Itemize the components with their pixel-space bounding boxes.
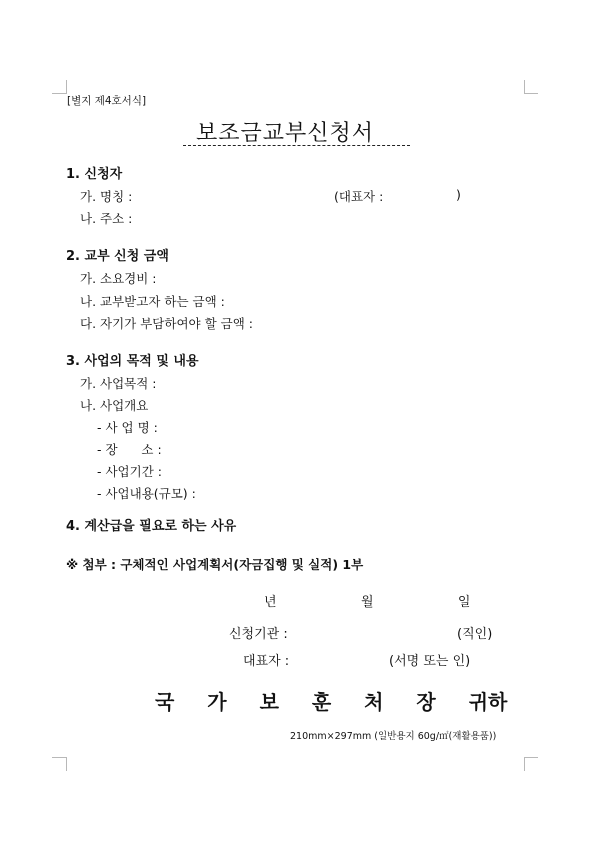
crop-mark-top-left-v: [66, 80, 67, 94]
page-title: 보조금교부신청서: [196, 121, 375, 146]
crop-mark-top-right-h: [524, 93, 538, 94]
project-name-label: - 사 업 명 :: [97, 420, 158, 435]
date-line: 년 월 일: [264, 595, 471, 610]
crop-mark-bottom-right-v: [524, 757, 525, 771]
crop-mark-bottom-left-v: [66, 757, 67, 771]
crop-mark-bottom-left-h: [52, 757, 66, 758]
project-period-label: - 사업기간 :: [97, 464, 162, 479]
section-heading-applicant: 1. 신청자: [66, 167, 123, 182]
project-overview-label: 나. 사업개요: [80, 398, 149, 413]
applicant-org-label: 신청기관 :: [229, 627, 288, 642]
requested-amount-label: 나. 교부받고자 하는 금액 :: [80, 294, 225, 309]
crop-mark-top-left-h: [52, 93, 66, 94]
crop-mark-top-right-v: [524, 80, 525, 94]
signature-or-seal-label: (서명 또는 인): [389, 654, 471, 669]
section-heading-project: 3. 사업의 목적 및 내용: [66, 354, 199, 369]
attachment-note: ※ 첨부 : 구체적인 사업계획서(자금집행 및 실적) 1부: [66, 557, 364, 572]
project-content-label: - 사업내용(규모) :: [97, 486, 196, 501]
section-heading-reason: 4. 계산급을 필요로 하는 사유: [66, 519, 237, 534]
official-seal-label: (직인): [457, 627, 493, 642]
required-cost-label: 가. 소요경비 :: [80, 271, 157, 286]
self-burden-amount-label: 다. 자기가 부담하여야 할 금액 :: [80, 316, 253, 331]
project-purpose-label: 가. 사업목적 :: [80, 376, 157, 391]
representative-sign-label: 대표자 :: [243, 654, 290, 669]
representative-close-paren: ): [456, 187, 461, 202]
form-number: [별지 제4호서식]: [67, 95, 147, 107]
section-heading-amount: 2. 교부 신청 금액: [66, 249, 169, 264]
project-location-label: - 장 소 :: [97, 442, 162, 457]
addressee: 국 가 보 훈 처 장 귀하: [155, 690, 508, 714]
title-underline: [183, 145, 410, 146]
applicant-name-label: 가. 명칭 :: [80, 189, 133, 204]
representative-label: (대표자 :: [334, 189, 384, 204]
crop-mark-bottom-right-h: [524, 757, 538, 758]
paper-spec: 210mm×297mm (일반용지 60g/㎡(재활용품)): [290, 731, 497, 742]
applicant-address-label: 나. 주소 :: [80, 211, 133, 226]
